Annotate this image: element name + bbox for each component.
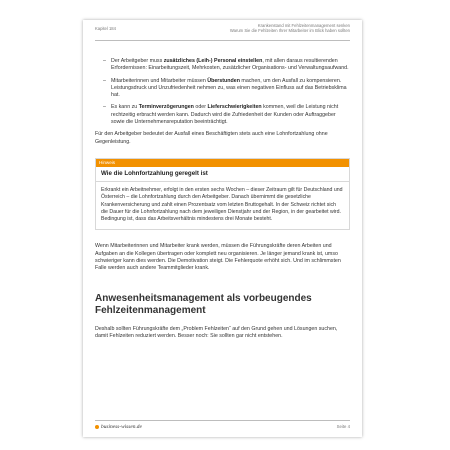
list-item: – Mitarbeiterinnen und Mitarbeiter müssen Überstunden machen, um den Ausfall zu kompensieren. Leistungsdruck und Unzufriedenheit nehmen zu, was einen negativen Einfluss auf das Betriebsklima hat. [111,78,350,100]
page-footer [95,420,350,430]
site-logo: business-wissen.de [95,424,142,430]
list-item: – Es kann zu Terminverzögerungen oder Lieferschwierigkeiten kommen, weil die Leistung nicht rechtzeitig erbracht werden kann. Dadurch wird die Zufriedenheit der Kunden oder Auftraggeber sowie die Unternehmensreputation beeinträchtigt. [111,104,350,126]
info-box-title: Wie die Lohnfortzahlung geregelt ist [96,167,349,182]
document-page [83,20,362,437]
section-heading: Anwesenheitsmanagement als vorbeugendes Fehlzeitenmanagement [95,292,312,316]
chapter-label: Kapitel 184 [95,26,116,31]
info-box-label: Hinweis [96,159,349,167]
header-subtitle: Warum Sie die Fehlzeiten Ihrer Mitarbeiter im Blick haben sollten [229,28,350,34]
page-content [95,41,350,340]
paragraph: Deshalb sollten Führungskräfte dem „Problem Fehlzeiten“ auf den Grund gehen und Lösungen suchen, damit Fehlzeiten reduziert werden. Besser noch: Sie sollten gar nicht entstehen. [95,325,338,339]
header-title: Krankenstand mit Fehlzeitenmanagement senken [257,23,350,28]
page-number: Seite 4 [336,424,350,429]
logo-dot-icon [95,425,99,429]
list-item: – Der Arbeitgeber muss zusätzliches (Leih-) Personal einstellen, mit allen daraus resultierenden Erfordernissen: Einarbeitungszeit, Mehrkosten, zusätzlicher Organisations- und Verwaltungsaufwand. [111,58,350,73]
paragraph: Für den Arbeitgeber bedeutet der Ausfall eines Beschäftigten stets auch eine Lohnfortzahlung ohne Gegenleistung. [95,131,328,145]
info-box [95,158,350,230]
page-header [95,20,350,41]
bullet-list [95,58,350,126]
info-box-body: Erkrankt ein Arbeitnehmer, erfolgt in den ersten sechs Wochen – dieser Zeitraum gilt für Deutschland und Österreich – die Lohnfortzahlung durch den Arbeitgeber. Danach übernimmt die gesetzliche Krankenversicherung und zahlt einen Prozentsatz vom letzten Bruttogehalt. In der Schweiz richtet sich die Dauer für die Lohnfortzahlung nach dem jeweiligen Dienstjahr und der Region, in der gearbeitet wird. Bedingung ist, dass das Arbeitsverhältnis mindestens drei Monate besteht. [101,186,343,223]
paragraph: Wenn Mitarbeiterinnen und Mitarbeiter krank werden, müssen die Führungskräfte deren Arbeiten und Aufgaben an die Kollegen übertragen oder komplett neu organisieren. Je länger jemand krank ist, umso schwieriger kann dies werden. Die Demotivation steigt. Die Fehlerquote erhöht sich. Und im schlimmsten Falle werden auch andere Teammitglieder krank. [95,243,341,272]
header-titles [230,23,350,34]
